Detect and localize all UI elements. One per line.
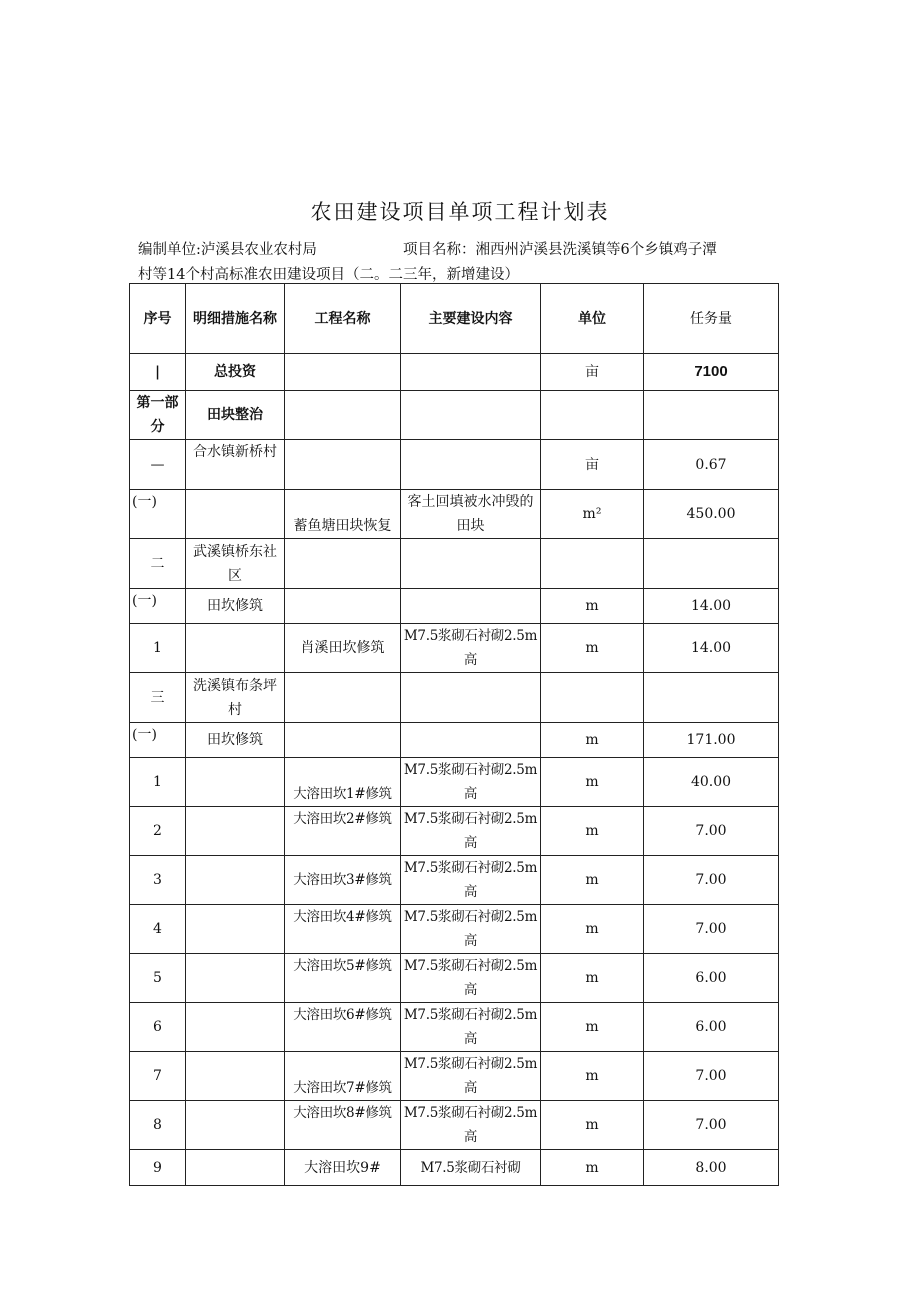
cell-qty: 7.00 (644, 905, 779, 954)
table-row (130, 758, 779, 807)
cell-measure (186, 1052, 285, 1101)
table-row (130, 1052, 779, 1101)
cell-content: M7.5浆砌石衬砌2.5m高 (401, 905, 541, 954)
cell-measure: 武溪镇桥东社区 (186, 539, 285, 589)
cell-project: 大溶田坎9# (285, 1150, 401, 1186)
cell-content (401, 589, 541, 624)
cell-unit: m (541, 1052, 644, 1101)
cell-seq: (一) (130, 490, 186, 539)
cell-seq: 第一部分 (130, 391, 186, 440)
cell-measure (186, 856, 285, 905)
project-name: 项目名称：湘西州泸溪县洗溪镇等6个乡镇鸡子潭 (403, 242, 717, 258)
cell-project (285, 354, 401, 391)
cell-project: 大溶田坎3#修筑 (285, 856, 401, 905)
cell-project: 大溶田坎2#修筑 (285, 807, 401, 856)
cell-seq: 二 (130, 539, 186, 589)
header-project: 工程名称 (285, 284, 401, 354)
cell-unit: m (541, 1150, 644, 1186)
cell-content: M7.5浆砌石衬砌2.5m高 (401, 1003, 541, 1052)
cell-seq: (一) (130, 589, 186, 624)
cell-seq: 三 (130, 673, 186, 723)
cell-qty: 7.00 (644, 856, 779, 905)
project-name-continued: 村等14个村高标准农田建设项目（二。二三年，新增建设） (138, 267, 519, 283)
cell-project: 肖溪田坎修筑 (285, 624, 401, 673)
cell-measure (186, 1101, 285, 1150)
cell-measure: 洗溪镇布条坪村 (186, 673, 285, 723)
cell-qty (644, 391, 779, 440)
cell-seq: 2 (130, 807, 186, 856)
table-row (130, 1003, 779, 1052)
table-row (130, 1150, 779, 1186)
cell-content: M7.5浆砌石衬砌2.5m高 (401, 954, 541, 1003)
cell-content: M7.5浆砌石衬砌2.5m高 (401, 758, 541, 807)
cell-project: 大溶田坎8#修筑 (285, 1101, 401, 1150)
cell-project: 蓄鱼塘田块恢复 (285, 490, 401, 539)
cell-qty: 14.00 (644, 589, 779, 624)
cell-measure (186, 1003, 285, 1052)
cell-seq: 9 (130, 1150, 186, 1186)
cell-qty: 8.00 (644, 1150, 779, 1186)
cell-unit (541, 391, 644, 440)
cell-qty: 7.00 (644, 807, 779, 856)
cell-unit: m (541, 856, 644, 905)
cell-seq: 1 (130, 624, 186, 673)
cell-seq: (一) (130, 723, 186, 758)
cell-content (401, 354, 541, 391)
cell-qty (644, 539, 779, 589)
cell-qty: 7100 (644, 354, 779, 391)
page-title: 农田建设项目单项工程计划表 (310, 200, 610, 224)
cell-measure (186, 490, 285, 539)
table-row (130, 856, 779, 905)
cell-unit: m (541, 589, 644, 624)
header-seq: 序号 (130, 284, 186, 354)
cell-qty: 7.00 (644, 1052, 779, 1101)
table-row (130, 723, 779, 758)
cell-measure: 田坎修筑 (186, 589, 285, 624)
cell-seq: | (130, 354, 186, 391)
cell-measure: 总投资 (186, 354, 285, 391)
cell-project (285, 589, 401, 624)
cell-seq: — (130, 440, 186, 490)
cell-content: M7.5浆砌石衬砌2.5m高 (401, 624, 541, 673)
cell-content (401, 391, 541, 440)
cell-unit: m (541, 723, 644, 758)
cell-unit (541, 539, 644, 589)
cell-qty: 40.00 (644, 758, 779, 807)
cell-measure (186, 807, 285, 856)
cell-content: M7.5浆砌石衬砌 (401, 1150, 541, 1186)
table-row (130, 589, 779, 624)
plan-table (129, 283, 779, 1186)
table-row (130, 440, 779, 490)
cell-content: 客土回填被水冲毁的田块 (401, 490, 541, 539)
cell-unit: m (541, 1101, 644, 1150)
cell-qty: 450.00 (644, 490, 779, 539)
cell-project (285, 539, 401, 589)
cell-project: 大溶田坎1#修筑 (285, 758, 401, 807)
table-row (130, 673, 779, 723)
cell-project (285, 723, 401, 758)
cell-project (285, 673, 401, 723)
cell-project: 大溶田坎5#修筑 (285, 954, 401, 1003)
cell-project: 大溶田坎4#修筑 (285, 905, 401, 954)
table-row (130, 1101, 779, 1150)
cell-project (285, 391, 401, 440)
cell-unit: m (541, 954, 644, 1003)
table-row (130, 905, 779, 954)
cell-unit: m (541, 1003, 644, 1052)
cell-content (401, 723, 541, 758)
header-measure: 明细措施名称 (186, 284, 285, 354)
cell-qty: 7.00 (644, 1101, 779, 1150)
header-unit: 单位 (541, 284, 644, 354)
cell-unit: m (541, 758, 644, 807)
cell-content: M7.5浆砌石衬砌2.5m高 (401, 1052, 541, 1101)
cell-unit: m (541, 807, 644, 856)
cell-seq: 7 (130, 1052, 186, 1101)
cell-project: 大溶田坎7#修筑 (285, 1052, 401, 1101)
cell-seq: 1 (130, 758, 186, 807)
header-row (130, 284, 779, 354)
header-content: 主要建设内容 (401, 284, 541, 354)
cell-measure (186, 624, 285, 673)
table-row (130, 954, 779, 1003)
cell-content: M7.5浆砌石衬砌2.5m高 (401, 807, 541, 856)
cell-seq: 4 (130, 905, 186, 954)
cell-qty (644, 673, 779, 723)
table-row (130, 539, 779, 589)
cell-unit (541, 673, 644, 723)
table-row (130, 391, 779, 440)
header-qty: 任务量 (644, 284, 779, 354)
cell-project: 大溶田坎6#修筑 (285, 1003, 401, 1052)
cell-qty: 171.00 (644, 723, 779, 758)
cell-unit: 亩 (541, 440, 644, 490)
cell-qty: 0.67 (644, 440, 779, 490)
cell-project (285, 440, 401, 490)
cell-seq: 3 (130, 856, 186, 905)
cell-measure: 田坎修筑 (186, 723, 285, 758)
table-row (130, 807, 779, 856)
cell-content (401, 539, 541, 589)
cell-unit: 亩 (541, 354, 644, 391)
cell-qty: 14.00 (644, 624, 779, 673)
cell-content: M7.5浆砌石衬砌2.5m高 (401, 1101, 541, 1150)
cell-qty: 6.00 (644, 954, 779, 1003)
cell-measure (186, 954, 285, 1003)
cell-content (401, 440, 541, 490)
cell-content: M7.5浆砌石衬砌2.5m高 (401, 856, 541, 905)
cell-measure: 合水镇新桥村 (186, 440, 285, 490)
table-row (130, 624, 779, 673)
cell-unit: m (541, 624, 644, 673)
cell-unit: m² (541, 490, 644, 539)
cell-measure: 田块整治 (186, 391, 285, 440)
cell-content (401, 673, 541, 723)
table-row (130, 354, 779, 391)
cell-seq: 6 (130, 1003, 186, 1052)
cell-qty: 6.00 (644, 1003, 779, 1052)
cell-measure (186, 905, 285, 954)
cell-measure (186, 758, 285, 807)
table-row (130, 490, 779, 539)
cell-unit: m (541, 905, 644, 954)
cell-seq: 5 (130, 954, 186, 1003)
compiling-unit: 编制单位:泸溪县农业农村局 (138, 242, 317, 258)
cell-measure (186, 1150, 285, 1186)
cell-seq: 8 (130, 1101, 186, 1150)
